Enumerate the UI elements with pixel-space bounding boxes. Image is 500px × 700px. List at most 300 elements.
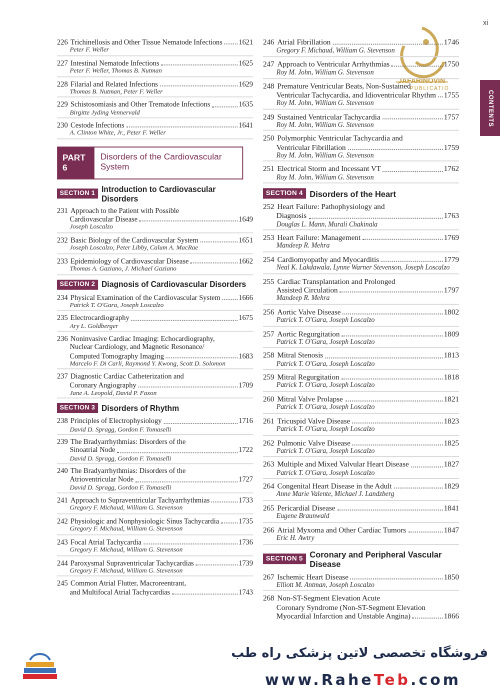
toc-entry[interactable] [57, 517, 253, 535]
page-number-ref[interactable]: 1733 [238, 496, 253, 505]
chapter-number: 234 [57, 293, 68, 302]
toc-entry[interactable] [263, 329, 459, 348]
page-number-ref[interactable]: 1825 [443, 438, 459, 447]
page-number-ref[interactable]: 1850 [443, 572, 459, 581]
chapter-number: 264 [263, 481, 275, 491]
page-number-ref[interactable]: 1847 [443, 525, 459, 535]
chapter-title[interactable]: Tricuspid Valve Disease [277, 416, 351, 426]
dot-leader [135, 481, 237, 482]
chapter-authors: Thomas A. Gaziano, J. Michael Gaziano [57, 265, 253, 275]
toc-entry[interactable] [57, 257, 253, 275]
chapter-authors: Peter F. Weller, Thomas B. Nutman [57, 67, 253, 77]
toc-entry[interactable] [57, 293, 253, 311]
toc-entry[interactable] [263, 526, 459, 545]
chapter-title[interactable]: Schistosomiasis and Other Trematode Infections [70, 100, 211, 109]
chapter-title[interactable]: Principles of Electrophysiology [70, 417, 162, 426]
toc-entry[interactable] [263, 351, 459, 370]
page-number-ref[interactable]: 1727 [238, 475, 253, 484]
toc-section [263, 549, 459, 620]
toc-entry-title-line [263, 255, 459, 264]
watermark-subtitle: PUBLICATIO [410, 86, 450, 92]
toc-section [263, 188, 459, 544]
toc-entry-title-line [263, 143, 459, 152]
toc-entry-title-line [57, 257, 253, 265]
page-number-ref[interactable]: 1755 [443, 90, 459, 100]
toc-entry[interactable] [57, 236, 253, 254]
toc-entry-title-line [263, 438, 459, 447]
dot-leader [164, 423, 238, 424]
page-number-ref[interactable]: 1743 [238, 587, 253, 597]
toc-entry[interactable] [57, 538, 253, 556]
dot-leader [309, 217, 443, 218]
chapter-title[interactable]: Electrocardiography [70, 313, 130, 323]
chapter-authors: A. Clinton White, Jr., Peter F. Weller [57, 130, 253, 140]
chapter-title[interactable]: Ventricular Fibrillation [276, 142, 346, 152]
chapter-number: 248 [263, 81, 275, 91]
toc-entry[interactable] [263, 82, 459, 110]
page-number-ref[interactable]: 1809 [443, 329, 459, 338]
toc-entry-title-line [263, 212, 459, 221]
chapter-number: 236 [57, 334, 68, 343]
part-title: Disorders of the Cardiovascular System [100, 152, 222, 173]
chapter-title[interactable]: Mitral Regurgitation [277, 372, 340, 382]
chapter-number: 253 [263, 233, 275, 242]
chapter-number: 267 [263, 572, 275, 581]
chapter-number: 246 [263, 38, 275, 47]
page-number-ref[interactable]: 1635 [238, 100, 253, 109]
chapter-authors: David D. Spragg, Gordon F. Tomaselli [57, 484, 253, 494]
chapter-number: 266 [263, 525, 275, 535]
chapter-number: 268 [263, 594, 275, 603]
chapter-title[interactable]: Atrioventricular Node [69, 475, 134, 484]
toc-entry[interactable] [263, 460, 459, 479]
chapter-title[interactable]: Polymorphic Ventricular Tachycardia and [277, 134, 403, 143]
chapter-number: 260 [263, 394, 275, 404]
section-tag: SECTION 3 [57, 403, 98, 413]
dot-leader [191, 262, 238, 263]
toc-entry-title-line [57, 343, 253, 351]
toc-entry-title-line [57, 475, 253, 483]
chapter-title[interactable]: Approach to Ventricular Arrhythmias [277, 59, 390, 69]
page-number-ref[interactable]: 1675 [238, 313, 253, 323]
toc-entry[interactable] [57, 559, 253, 577]
toc-entry[interactable] [263, 417, 459, 436]
toc-entry[interactable] [57, 467, 253, 493]
chapter-title[interactable]: Approach to the Patient with Possible [70, 206, 180, 215]
chapter-authors: Elliott M. Antman, Joseph Loscalzo [263, 581, 459, 591]
chapter-number: 255 [263, 276, 275, 286]
chapter-number: 233 [57, 256, 68, 265]
dot-leader [350, 578, 443, 579]
url-prefix: www. [265, 671, 322, 689]
chapter-title[interactable]: Heart Failure: Management [277, 233, 361, 242]
dot-leader [363, 239, 443, 240]
chapter-authors: Patrick T. O'Gara, Joseph Loscalzo [57, 301, 253, 311]
toc-entry[interactable] [263, 134, 459, 162]
dot-leader [212, 106, 238, 107]
chapter-title[interactable]: Trichinellosis and Other Tissue Nematode Infections [70, 38, 223, 47]
dot-leader [161, 64, 238, 65]
dot-leader [411, 466, 443, 467]
chapter-title[interactable]: Myocardial Infarction and Unstable Angina) [276, 611, 411, 621]
dot-leader [333, 44, 443, 45]
chapter-authors: Ary L. Goldberger [57, 322, 253, 332]
page-number-ref[interactable]: 1709 [238, 380, 253, 389]
chapter-authors: Mandeep R. Mehra [263, 295, 459, 305]
toc-entry[interactable] [263, 277, 459, 305]
chapter-title[interactable]: Cardiac Transplantation and Prolonged [277, 276, 396, 286]
page-number-ref[interactable]: 1763 [443, 211, 459, 221]
toc-entry[interactable] [57, 314, 253, 332]
chapter-authors: Roy M. John, William G. Stevenson [263, 152, 459, 162]
toc-entry-title-line [263, 594, 459, 603]
chapter-number: 242 [57, 517, 68, 526]
dot-leader [341, 379, 443, 380]
toc-entry-title-line [263, 38, 459, 47]
page-number-ref[interactable]: 1662 [238, 256, 253, 265]
chapter-title[interactable]: Computed Tomography Imaging [69, 351, 164, 360]
dot-leader [438, 96, 443, 97]
chapter-title[interactable]: Cardiovascular Disease [69, 215, 138, 224]
toc-entry-title-line [57, 579, 253, 587]
toc-entry-title-line [263, 395, 459, 404]
toc-entry-title-line [263, 417, 459, 426]
chapter-title[interactable]: Sustained Ventricular Tachycardia [277, 112, 381, 121]
chapter-number: 240 [57, 467, 68, 476]
toc-entry[interactable] [263, 504, 459, 523]
page-number-ref[interactable]: 1821 [443, 394, 459, 404]
toc-entry[interactable] [263, 373, 459, 392]
chapter-number: 252 [263, 202, 275, 212]
toc-entry-title-line [263, 134, 459, 143]
dot-leader [392, 66, 443, 67]
toc-entry[interactable] [57, 38, 253, 56]
toc-entry-title-line [263, 233, 459, 242]
chapter-title[interactable]: The Bradyarrhythmias: Disorders of the [70, 467, 186, 476]
chapter-title[interactable]: and Multifocal Atrial Tachycardias [69, 587, 171, 597]
toc-entry-title-line [263, 308, 459, 317]
chapter-authors: Marcelo F. Di Carli, Raymond Y. Kwong, Scott D. Solomon [57, 360, 253, 370]
page-number-ref[interactable]: 1750 [443, 59, 459, 69]
page-number-ref[interactable]: 1625 [238, 58, 253, 68]
chapter-title[interactable]: Common Atrial Flutter, Macroreentrant, [70, 579, 187, 588]
section-title: Disorders of the Heart [309, 188, 396, 199]
chapter-title[interactable]: Coronary Syndrome (Non-ST-Segment Elevation [276, 602, 426, 612]
dot-leader [340, 292, 443, 293]
section-tag: SECTION 5 [263, 554, 306, 565]
chapter-number: 228 [57, 79, 68, 88]
dot-leader [126, 127, 238, 128]
dot-leader [381, 261, 443, 262]
toc-entry-title-line [57, 417, 253, 425]
dot-leader [394, 488, 443, 489]
toc-entry[interactable] [263, 572, 459, 591]
chapter-authors: David D. Spragg, Gordon F. Tomaselli [57, 455, 253, 465]
section-header[interactable] [263, 188, 459, 199]
section-header[interactable] [263, 549, 459, 568]
toc-entry[interactable] [57, 579, 253, 596]
toc-entry-title-line [263, 572, 459, 581]
page-number-ref[interactable]: 1841 [443, 503, 459, 513]
page-number-ref[interactable]: 1746 [443, 38, 459, 47]
dot-leader [352, 422, 443, 423]
toc-entry[interactable] [263, 308, 459, 327]
toc-entry[interactable] [57, 417, 253, 435]
toc-entry[interactable] [57, 80, 253, 98]
dot-leader [383, 171, 443, 172]
chapter-authors: Patrick T. O'Gara, Joseph Loscalzo [263, 338, 459, 348]
chapter-authors: Roy M. John, William G. Stevenson [263, 121, 459, 131]
chapter-authors: David D. Spragg, Gordon F. Tomaselli [57, 425, 253, 435]
toc-entry[interactable] [57, 372, 253, 398]
chapter-number: 262 [263, 438, 275, 447]
page-number-ref[interactable]: 1641 [238, 121, 253, 130]
page-number-ref[interactable]: 1759 [443, 142, 459, 152]
chapter-title[interactable]: Nuclear Cardiology, and Magnetic Resonance/ [69, 343, 205, 352]
chapter-title[interactable]: Filarial and Related Infections [70, 79, 158, 88]
chapter-title[interactable]: Intestinal Nematode Infections [70, 58, 160, 68]
chapter-number: 239 [57, 437, 68, 447]
section-header[interactable] [57, 279, 253, 289]
chapter-title[interactable]: Atrial Myxoma and Other Cardiac Tumors [277, 525, 407, 535]
dot-leader [172, 593, 238, 594]
section-header[interactable] [57, 403, 253, 413]
chapter-title[interactable]: Premature Ventricular Beats, Non-Sustained [277, 81, 411, 91]
chapter-number: 238 [57, 417, 68, 426]
chapter-title[interactable]: Coronary Angiography [69, 380, 137, 389]
store-name-persian: فروشگاه تخصصی لاتین پزشکی راه طب [231, 646, 488, 661]
chapter-title[interactable]: Assisted Circulation [276, 285, 338, 295]
section-header[interactable] [57, 185, 253, 203]
toc-entry[interactable] [57, 438, 253, 464]
toc-entry-title-line [263, 329, 459, 338]
chapter-authors: Roy M. John, William G. Stevenson [263, 99, 459, 109]
chapter-authors: Eric H. Awtry [263, 534, 459, 544]
watermark-brand: JAFARINOVIN [398, 78, 446, 85]
chapter-title[interactable]: Sinoatrial Node [69, 446, 116, 455]
chapter-title[interactable]: Physical Examination of the Cardiovascular System [70, 293, 221, 302]
page-number-ref[interactable]: 1797 [443, 285, 459, 295]
page-number-ref[interactable]: 1621 [238, 38, 253, 47]
chapter-authors: Eugene Braunwald [263, 513, 459, 523]
chapter-title[interactable]: Approach to Supraventricular Tachyarrhythmias [70, 496, 210, 505]
toc-entry-title-line [57, 496, 253, 504]
chapter-title[interactable]: Mitral Valve Prolapse [277, 394, 343, 404]
toc-entry[interactable] [263, 60, 459, 79]
dot-leader [138, 386, 237, 387]
chapter-authors: Anne Marie Valente, Michael J. Landzberg [263, 491, 459, 501]
toc-entry[interactable] [263, 482, 459, 501]
chapter-title[interactable]: The Bradyarrhythmias: Disorders of the [70, 437, 186, 447]
toc-section [57, 279, 253, 398]
chapter-title[interactable]: Physiologic and Nonphysiologic Sinus Tachycardia [70, 517, 220, 526]
page-number-ref[interactable]: 1683 [238, 351, 253, 360]
toc-entry-title-line [57, 588, 253, 596]
chapter-title[interactable]: Ischemic Heart Disease [277, 572, 349, 581]
page-number-ref[interactable]: 1757 [443, 112, 459, 121]
chapter-title[interactable]: Atrial Fibrillation [277, 38, 331, 47]
dot-leader [211, 502, 237, 503]
chapter-authors: Gregory F. Michaud, William G. Stevenson [263, 47, 459, 57]
toc-entry-title-line [57, 293, 253, 301]
toc-entry-title-line [57, 335, 253, 343]
part-label: PART 6 [58, 147, 95, 178]
toc-entry[interactable] [263, 438, 459, 457]
toc-entry[interactable] [263, 112, 459, 131]
chapter-authors: Gregory F. Michaud, William G. Stevenson [57, 546, 253, 556]
section-tag: SECTION 1 [57, 189, 98, 199]
chapter-number: 265 [263, 503, 275, 513]
section-title: Coronary and Peripheral Vascular Disease [309, 549, 442, 569]
dot-leader [224, 44, 237, 45]
toc-entry-title-line [57, 351, 253, 359]
toc-entry-title-line [263, 603, 459, 612]
toc-entry-title-line [263, 165, 459, 174]
page-number-ref[interactable]: 1666 [238, 293, 253, 302]
toc-entry-title-line [263, 351, 459, 360]
toc-section [57, 403, 253, 596]
toc-entry[interactable] [263, 203, 459, 231]
toc-entry-title-line [57, 517, 253, 525]
page-number-ref[interactable]: 1739 [238, 558, 253, 567]
page-number-ref[interactable]: 1802 [443, 307, 459, 317]
dot-leader [117, 452, 238, 453]
toc-entry[interactable] [57, 100, 253, 118]
chapter-title[interactable]: Basic Biology of the Cardiovascular System [70, 235, 199, 245]
chapter-title[interactable]: Cardiomyopathy and Myocarditis [277, 255, 380, 264]
toc-entry-title-line [263, 203, 459, 212]
chapter-number: 237 [57, 372, 68, 381]
chapter-authors: Douglas L. Mann, Murali Chakinala [263, 220, 459, 230]
chapter-number: 235 [57, 313, 68, 323]
chapter-title[interactable]: Diagnosis [276, 211, 307, 221]
page-number-ref[interactable]: 1827 [443, 460, 459, 469]
page-number-ref[interactable]: 1813 [443, 351, 459, 360]
chapter-title[interactable]: Mitral Stenosis [277, 351, 324, 360]
chapter-number: 261 [263, 416, 275, 426]
page-number-ref[interactable]: 1769 [443, 233, 459, 242]
toc-entry[interactable] [263, 233, 459, 252]
dot-leader [200, 242, 238, 243]
chapter-authors: Birgitte Jyding Vennervald [57, 109, 253, 119]
toc-entry-title-line [57, 38, 253, 46]
chapter-authors: Patrick T. O'Gara, Joseph Loscalzo [263, 382, 459, 392]
toc-entry-title-line [263, 526, 459, 535]
chapter-title[interactable]: Congenital Heart Disease in the Adult [277, 481, 392, 491]
store-url[interactable] [265, 671, 461, 689]
toc-entry[interactable] [263, 594, 459, 620]
chapter-title[interactable]: Electrical Storm and Incessant VT [277, 164, 382, 174]
page-number-ref[interactable]: 1818 [443, 372, 459, 382]
contents-side-tab[interactable] [480, 80, 500, 136]
page-number-ref[interactable]: 1629 [238, 79, 253, 88]
chapter-authors: Patrick T. O'Gara, Joseph Loscalzo [263, 447, 459, 457]
toc-entry[interactable] [263, 395, 459, 414]
toc-entry[interactable] [57, 496, 253, 514]
toc-entry-title-line [57, 236, 253, 244]
chapter-number: 258 [263, 351, 275, 360]
chapter-title[interactable]: Pulmonic Valve Disease [277, 438, 351, 447]
page-number-ref[interactable]: 1823 [443, 416, 459, 426]
chapter-title[interactable]: Pericardial Disease [277, 503, 336, 513]
chapter-title[interactable]: Aortic Regurgitation [277, 329, 340, 338]
chapter-title[interactable]: Cestode Infections [70, 121, 125, 130]
toc-entry-title-line [57, 467, 253, 475]
url-suffix: .com [410, 671, 462, 689]
chapter-authors: Gregory F. Michaud, William G. Stevenson [57, 525, 253, 535]
page-number-ref[interactable]: 1716 [238, 417, 253, 426]
left-column [57, 38, 253, 599]
page-number-ref[interactable]: 1722 [238, 446, 253, 455]
toc-entry-title-line [263, 82, 459, 91]
chapter-authors: Patrick T. O'Gara, Joseph Loscalzo [263, 316, 459, 326]
chapter-title[interactable]: Multiple and Mixed Valvular Heart Disease [277, 460, 409, 469]
part-banner[interactable] [57, 147, 243, 180]
chapter-number: 232 [57, 235, 68, 245]
chapter-number: 257 [263, 329, 275, 338]
toc-entry[interactable] [57, 335, 253, 370]
chapter-number: 259 [263, 372, 275, 382]
chapter-authors: Roy M. John, William G. Stevenson [263, 173, 459, 183]
dot-leader [196, 564, 238, 565]
chapter-number: 250 [263, 134, 275, 143]
toc-entry-title-line [263, 286, 459, 295]
dot-leader [337, 510, 443, 511]
chapter-title[interactable]: Ventricular Tachycardia, and Idioventricular Rhythm [276, 90, 437, 100]
toc-entry[interactable] [263, 165, 459, 184]
chapter-title[interactable]: Focal Atrial Tachycardia [70, 537, 142, 547]
page-number-ref[interactable]: 1829 [443, 481, 459, 491]
page-number-ref[interactable]: 1735 [238, 517, 253, 526]
chapter-title[interactable]: Diagnostic Cardiac Catheterization and [70, 372, 184, 381]
page-number-ref[interactable]: 1649 [238, 215, 253, 224]
chapter-title[interactable]: Paroxysmal Supraventricular Tachycardias [70, 558, 194, 567]
page-number-ref[interactable]: 1651 [238, 235, 253, 245]
toc-entry-title-line [57, 100, 253, 108]
toc-entry[interactable] [263, 255, 459, 274]
toc-entry[interactable] [263, 38, 459, 57]
page-number-ref[interactable]: 1779 [443, 255, 459, 264]
chapter-number: 256 [263, 307, 275, 317]
dot-leader [345, 401, 443, 402]
chapter-title[interactable]: Epidemiology of Cardiovascular Disease [70, 256, 189, 265]
page-number-ref[interactable]: 1762 [443, 164, 459, 174]
dot-leader [325, 357, 443, 358]
toc-entry-title-line [57, 207, 253, 215]
chapter-authors: Jane A. Leopold, David P. Faxon [57, 389, 253, 399]
chapter-authors: Neal K. Lakdawala, Lynne Warner Stevenson, Joseph Loscalzo [263, 264, 459, 274]
section-title: Introduction to Cardiovascular Disorders [101, 184, 216, 204]
toc-entry[interactable] [57, 121, 253, 139]
chapter-authors: Gregory F. Michaud, William G. Stevenson [57, 567, 253, 577]
toc-entry-title-line [57, 438, 253, 446]
chapter-authors: Patrick T. O'Gara, Joseph Loscalzo [263, 404, 459, 414]
chapter-title[interactable]: Non-ST-Segment Elevation Acute [277, 594, 381, 603]
section-title: Diagnosis of Cardiovascular Disorders [101, 279, 247, 289]
toc-entry-title-line [57, 215, 253, 223]
chapter-title[interactable]: Noninvasive Cardiac Imaging: Echocardiography, [70, 334, 215, 343]
toc-entry-title-line [263, 460, 459, 469]
chapter-authors: Patrick T. O'Gara, Joseph Loscalzo [263, 469, 459, 479]
chapter-title[interactable]: Aortic Valve Disease [277, 307, 341, 317]
toc-section [57, 185, 253, 275]
page-number-ref[interactable]: 1736 [238, 537, 253, 547]
chapter-number: 244 [57, 558, 68, 567]
toc-entry[interactable] [57, 207, 253, 233]
page-number-ref[interactable]: 1866 [443, 611, 459, 621]
chapter-title[interactable]: Heart Failure: Pathophysiology and [277, 202, 385, 212]
toc-entry[interactable] [57, 59, 253, 77]
